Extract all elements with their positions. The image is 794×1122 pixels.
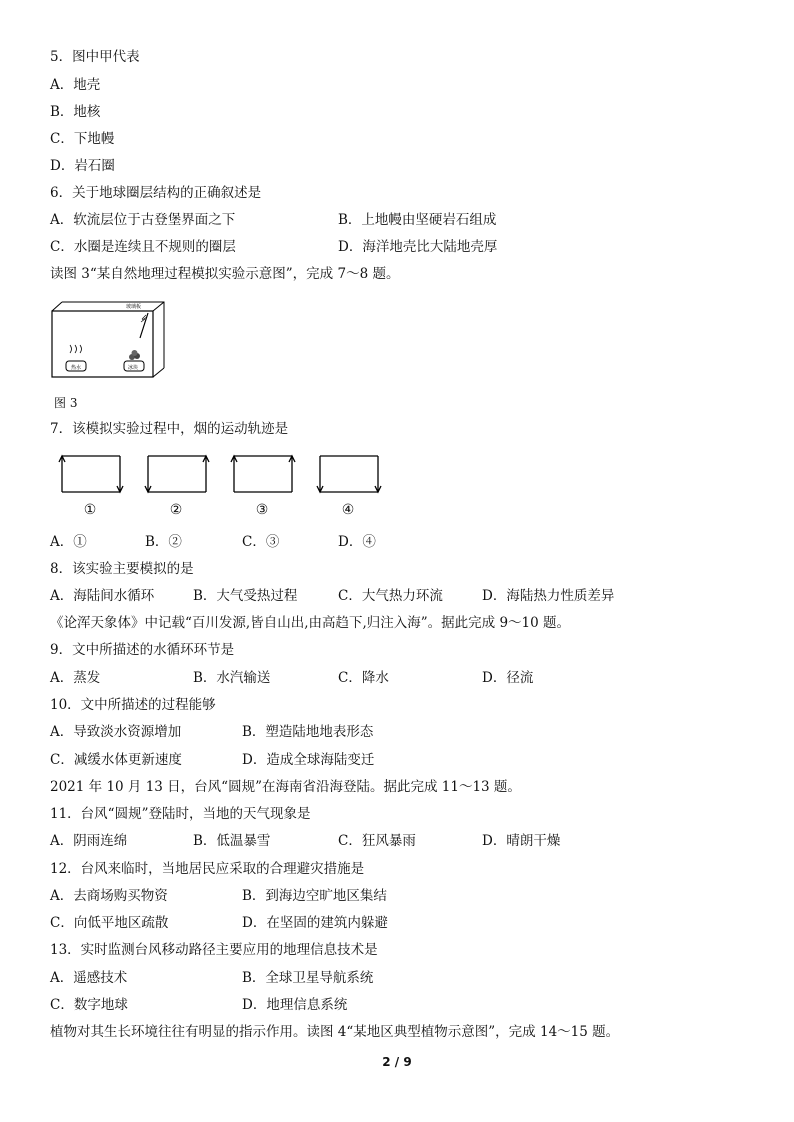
q8-stem: 8．该实验主要模拟的是 [50, 561, 194, 577]
intro-9-10: 《论浑天象体》中记载“百川发源,皆自山出,由高趋下,归注入海”。据此完成 9～10 题。 [50, 615, 571, 631]
q7-option-b: B．② [145, 534, 182, 550]
q12-option-d: D．在坚固的建筑内躲避 [242, 915, 388, 931]
figure3-caption: 图 3 [54, 396, 78, 410]
q8-option-a: A．海陆间水循环 [50, 588, 155, 604]
q10-option-c: C．减缓水体更新速度 [50, 752, 182, 768]
q10-option-b: B．塑造陆地地表形态 [242, 724, 374, 740]
q10-option-d: D．造成全球海陆变迁 [242, 752, 375, 768]
page-number: 2 / 9 [382, 1055, 412, 1069]
q9-stem: 9．文中所描述的水循环环节是 [50, 642, 235, 658]
q5-option-a: A．地壳 [50, 77, 101, 93]
circulation-diagram-2 [142, 450, 212, 498]
q7-option-a: A．① [50, 534, 87, 550]
q11-option-d: D．晴朗干燥 [482, 833, 561, 849]
circulation-diagram-1 [56, 450, 126, 498]
q11-option-a: A．阴雨连绵 [50, 833, 128, 849]
q5-option-c: C．下地幔 [50, 131, 115, 147]
q10-stem: 10．文中所描述的过程能够 [50, 697, 216, 713]
q6-option-d: D．海洋地壳比大陆地壳厚 [338, 239, 498, 255]
q9-option-a: A．蒸发 [50, 670, 101, 686]
q11-stem: 11．台风“圆规”登陆时，当地的天气现象是 [50, 806, 311, 822]
intro-11-13: 2021 年 10 月 13 日，台风“圆规”在海南省沿海登陆。据此完成 11～13 题。 [50, 779, 521, 795]
q7-stem: 7．该模拟实验过程中，烟的运动轨迹是 [50, 421, 289, 437]
figure3-label-left: 热水 [71, 365, 82, 371]
diagram-label-4: ④ [341, 502, 355, 518]
q13-option-b: B．全球卫星导航系统 [242, 970, 374, 986]
figure3-label-right: 冰块 [128, 365, 139, 371]
q6-stem: 6．关于地球圈层结构的正确叙述是 [50, 185, 262, 201]
figure3-experiment-box [48, 295, 168, 385]
intro-7-8: 读图 3“某自然地理过程模拟实验示意图”，完成 7～8 题。 [50, 266, 400, 282]
q8-option-c: C．大气热力环流 [338, 588, 443, 604]
steam-icon [70, 345, 82, 353]
q8-option-d: D．海陆热力性质差异 [482, 588, 615, 604]
q13-option-a: A．遥感技术 [50, 970, 128, 986]
q13-option-d: D．地理信息系统 [242, 997, 348, 1013]
q13-stem: 13．实时监测台风移动路径主要应用的地理信息技术是 [50, 942, 378, 958]
q8-option-b: B．大气受热过程 [193, 588, 298, 604]
q12-stem: 12．台风来临时，当地居民应采取的合理避灾措施是 [50, 861, 365, 877]
q5-stem: 5．图中甲代表 [50, 49, 140, 65]
q9-option-d: D．径流 [482, 670, 534, 686]
q11-option-c: C．狂风暴雨 [338, 833, 416, 849]
diagram-label-1: ① [83, 502, 97, 518]
q7-option-c: C．③ [242, 534, 280, 550]
q12-option-b: B．到海边空旷地区集结 [242, 888, 387, 904]
circulation-diagram-3 [228, 450, 298, 498]
q11-option-b: B．低温暴雪 [193, 833, 271, 849]
q6-option-a: A．软流层位于古登堡界面之下 [50, 212, 236, 228]
q5-option-b: B．地核 [50, 104, 101, 120]
q7-option-d: D．④ [338, 534, 376, 550]
diagram-label-2: ② [169, 502, 183, 518]
q13-option-c: C．数字地球 [50, 997, 128, 1013]
intro-14-15: 植物对其生长环境往往有明显的指示作用。读图 4“某地区典型植物示意图”，完成 14～15 题。 [50, 1024, 620, 1040]
q9-option-b: B．水汽输送 [193, 670, 271, 686]
figure3-label-top: 玻璃板 [126, 304, 142, 310]
q9-option-c: C．降水 [338, 670, 389, 686]
q12-option-c: C．向低平地区疏散 [50, 915, 169, 931]
circulation-diagram-4 [314, 450, 384, 498]
q6-option-c: C．水圈是连续且不规则的圈层 [50, 239, 236, 255]
q6-option-b: B．上地幔由坚硬岩石组成 [338, 212, 497, 228]
q10-option-a: A．导致淡水资源增加 [50, 724, 182, 740]
diagram-label-3: ③ [255, 502, 269, 518]
q5-option-d: D．岩石圈 [50, 158, 115, 174]
q12-option-a: A．去商场购买物资 [50, 888, 168, 904]
